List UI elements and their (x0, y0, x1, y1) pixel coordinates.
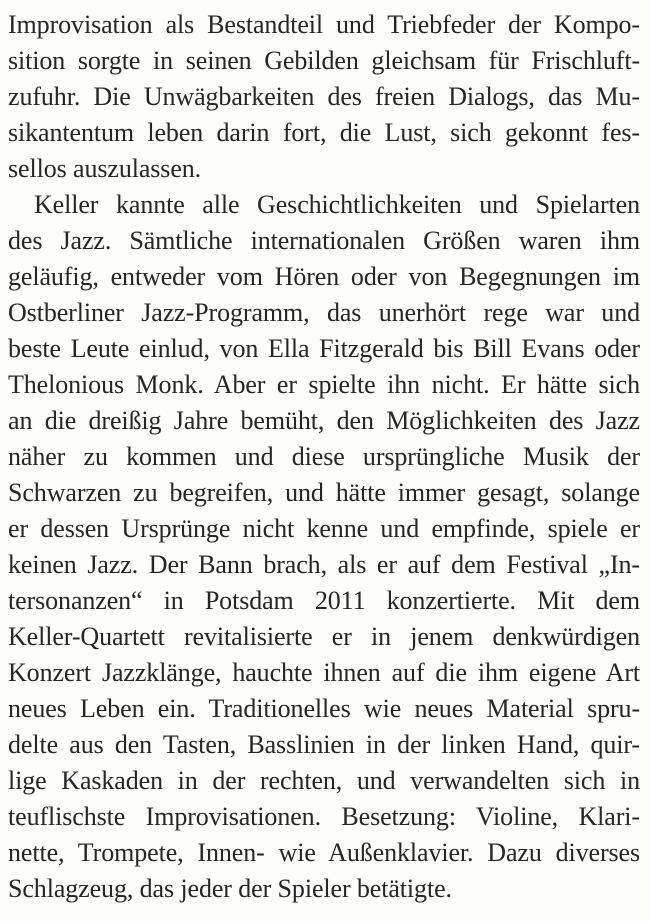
text-line: keinen Jazz. Der Bann brach, als er auf dem Festival „In- (8, 550, 640, 579)
text-line: lige Kaskaden in der rechten, und verwandelten sich in (8, 766, 640, 795)
text-line: Konzert Jazzklänge, hauchte ihnen auf die ihm eigene Art (8, 658, 640, 687)
text-line: neues Leben ein. Traditionelles wie neues Material spru- (8, 694, 640, 723)
text-line: Schwarzen zu begreifen, und hätte immer gesagt, solange (8, 478, 640, 507)
page-text (8, 7, 640, 907)
paragraph (8, 7, 640, 187)
text-line: nette, Trompete, Innen- wie Außenklavier. Dazu diverses (8, 838, 640, 867)
text-line: delte aus den Tasten, Basslinien in der linken Hand, quir- (8, 730, 640, 759)
paragraph (8, 187, 640, 907)
text-line: an die dreißig Jahre bemüht, den Möglichkeiten des Jazz (8, 406, 640, 435)
text-line: geläufig, entweder vom Hören oder von Begegnungen im (8, 262, 640, 291)
text-line: des Jazz. Sämtliche internationalen Größen waren ihm (8, 226, 640, 255)
text-line: sition sorgte in seinen Gebilden gleichsam für Frischluft- (8, 46, 640, 75)
text-line: beste Leute einlud, von Ella Fitzgerald bis Bill Evans oder (8, 334, 640, 363)
text-line: tersonanzen“ in Potsdam 2011 konzertierte. Mit dem (8, 586, 640, 615)
text-line: zufuhr. Die Unwägbarkeiten des freien Dialogs, das Mu- (8, 82, 640, 111)
text-line: Ostberliner Jazz-Programm, das unerhört rege war und (8, 298, 640, 327)
text-line: Thelonious Monk. Aber er spielte ihn nicht. Er hätte sich (8, 370, 640, 399)
text-line: Schlagzeug, das jeder der Spieler betätigte. (8, 874, 452, 903)
text-line: teuflischste Improvisationen. Besetzung: Violine, Klari- (8, 802, 640, 831)
text-line: näher zu kommen und diese ursprüngliche Musik der (8, 442, 640, 471)
text-line: sikantentum leben darin fort, die Lust, sich gekonnt fes- (8, 118, 640, 147)
text-line: Keller kannte alle Geschichtlichkeiten und Spielarten (34, 190, 640, 219)
text-line: Keller-Quartett revitalisierte er in jenem denkwürdigen (8, 622, 640, 651)
text-line: er dessen Ursprünge nicht kenne und empfinde, spiele er (8, 514, 640, 543)
text-line: Improvisation als Bestandteil und Triebfeder der Kompo- (8, 10, 640, 39)
text-line: sellos auszulassen. (8, 154, 202, 183)
